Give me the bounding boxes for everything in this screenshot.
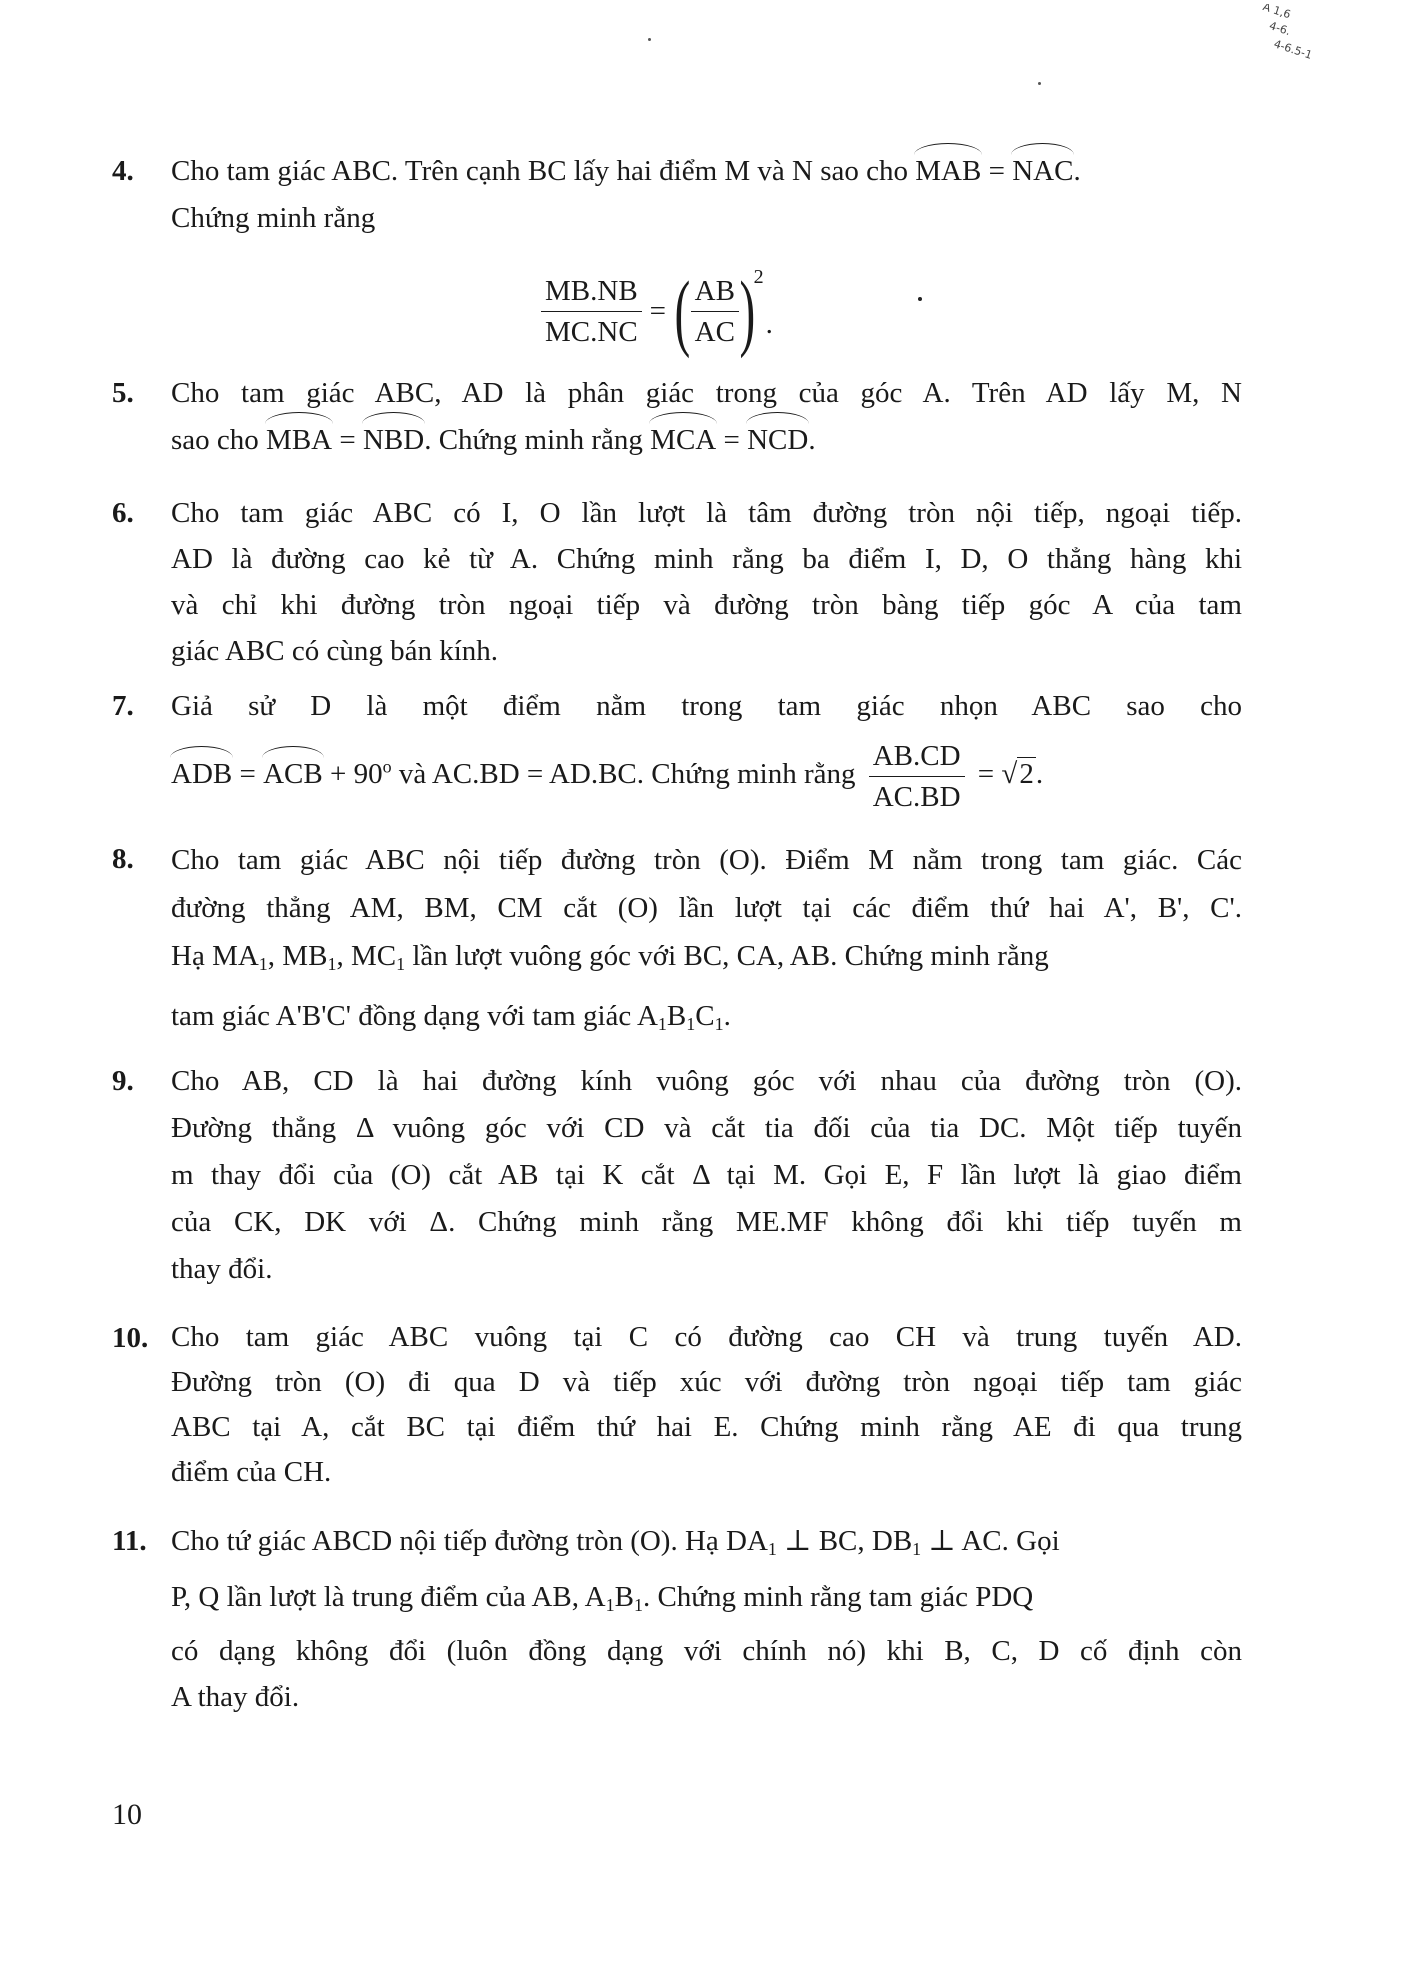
problem-number: 5. bbox=[112, 377, 134, 409]
stamp-line: A 1,6 bbox=[1261, 4, 1293, 22]
stamp-line: 4-6. bbox=[1267, 19, 1293, 39]
problem-text-line: Hạ $MA_1$, $MB_1$, $MC_1$ lần lượt vuông góc với BC, CA, AB. Chứng minh rằng bbox=[171, 940, 1049, 974]
ratio-formula: $\frac{MB.NB}{MC.NC}$ = ( $\frac{AB}{AC}$ ) 2 . bbox=[535, 268, 773, 354]
problem-text-line: ABC tại A, cắt BC tại điểm thứ hai E. Chứng minh rằng AE đi qua trung bbox=[171, 1411, 1242, 1443]
problem-text-line: đường thẳng AM, BM, CM cắt (O) lần lượt tại các điểm thứ hai A', B', C'. bbox=[171, 892, 1242, 924]
problem-text-line: m thay đổi của (O) cắt AB tại K cắt Δ tại M. Gọi E, F lần lượt là giao điểm bbox=[171, 1159, 1242, 1191]
square-root: √2 bbox=[1001, 758, 1034, 791]
problem-11 bbox=[112, 1518, 1242, 1720]
problem-text-line: Đường thẳng Δ vuông góc với CD và cắt tia đối của tia DC. Một tiếp tuyến bbox=[171, 1112, 1242, 1144]
problem-text-line: Cho AB, CD là hai đường kính vuông góc với nhau của đường tròn (O). bbox=[171, 1065, 1242, 1097]
problem-text-line: thay đổi. bbox=[171, 1253, 273, 1285]
problem-5 bbox=[112, 370, 1242, 464]
scan-speck bbox=[648, 38, 651, 41]
problem-text-line: AD là đường cao kẻ từ A. Chứng minh rằng ba điểm I, D, O thẳng hàng khi bbox=[171, 543, 1242, 575]
problem-text-line: giác ABC có cùng bán kính. bbox=[171, 635, 499, 667]
angle-arc: MBA bbox=[266, 417, 332, 464]
problem-text-line: Cho tam giác ABC có I, O lần lượt là tâm đường tròn nội tiếp, ngoại tiếp. bbox=[171, 497, 1242, 529]
problem-text-line: Chứng minh rằng bbox=[171, 202, 376, 234]
stamp-line: 4-6.5-1 bbox=[1272, 37, 1314, 62]
problem-text-line: Cho tam giác ABC vuông tại C có đường cao CH và trung tuyến AD. bbox=[171, 1321, 1242, 1353]
angle-arc: NCD bbox=[747, 417, 808, 464]
angle-arc: ACB bbox=[263, 751, 323, 798]
angle-arc: MCA bbox=[650, 417, 716, 464]
problem-text-line: Cho tam giác ABC, AD là phân giác trong của góc A. Trên AD lấy M, N bbox=[171, 377, 1242, 409]
problem-text-line: sao cho MBA = NBD. Chứng minh rằng MCA = NCD. bbox=[171, 417, 1242, 464]
fraction: $\frac{AB}{AC}$ bbox=[691, 271, 739, 352]
problem-6 bbox=[112, 490, 1242, 674]
page-number: 10 bbox=[112, 1798, 142, 1831]
angle-arc: NAC bbox=[1012, 148, 1073, 195]
problem-text-line: Cho tam giác ABC nội tiếp đường tròn (O). Điểm M nằm trong tam giác. Các bbox=[171, 844, 1242, 876]
problem-text-line: Cho tam giác ABC. Trên cạnh BC lấy hai điểm M và N sao cho MAB = NAC. bbox=[171, 148, 1242, 195]
problem-text-line: điểm của CH. bbox=[171, 1456, 332, 1488]
problem-text-line: ADB = ACB + $90^o$ và AC.BD = AD.BC. Chứng minh rằng $\frac{AB.CD}{AC.BD}$ = √2. bbox=[171, 736, 1242, 817]
problem-text-line: Đường tròn (O) đi qua D và tiếp xúc với đường tròn ngoại tiếp tam giác bbox=[171, 1366, 1242, 1398]
problem-text-line: có dạng không đổi (luôn đồng dạng với chính nó) khi B, C, D cố định còn bbox=[171, 1635, 1242, 1667]
fraction: $\frac{AB.CD}{AC.BD}$ bbox=[869, 736, 965, 817]
corner-stamp bbox=[1248, 4, 1348, 66]
problem-number: 11. bbox=[112, 1525, 147, 1557]
problem-9 bbox=[112, 1058, 1242, 1293]
problem-number: 7. bbox=[112, 690, 134, 722]
problem-text-line: Giả sử D là một điểm nằm trong tam giác nhọn ABC sao cho bbox=[171, 690, 1242, 722]
problem-number: 9. bbox=[112, 1065, 134, 1097]
problem-text-line: tam giác A'B'C' đồng dạng với tam giác $A_1B_1C_1$. bbox=[171, 1000, 731, 1034]
problem-7 bbox=[112, 683, 1242, 817]
problem-text-line: và chỉ khi đường tròn ngoại tiếp và đường tròn bàng tiếp góc A của tam bbox=[171, 589, 1242, 621]
problem-10 bbox=[112, 1315, 1242, 1495]
problem-number: 6. bbox=[112, 497, 134, 529]
problem-text-line: A thay đổi. bbox=[171, 1681, 300, 1713]
angle-arc: NBD bbox=[363, 417, 424, 464]
problem-4 bbox=[112, 148, 1242, 242]
problem-8 bbox=[112, 836, 1242, 1048]
problem-number: 10. bbox=[112, 1322, 149, 1354]
problem-number: 4. bbox=[112, 155, 134, 187]
scan-speck bbox=[918, 297, 922, 301]
fraction: $\frac{MB.NB}{MC.NC}$ bbox=[541, 271, 642, 352]
problem-text-line: Cho tứ giác ABCD nội tiếp đường tròn (O). Hạ $DA_1$ ⊥ BC, $DB_1$ ⊥ AC. Gọi bbox=[171, 1525, 1060, 1559]
angle-arc: MAB bbox=[915, 148, 981, 195]
problem-text-line: P, Q lần lượt là trung điểm của AB, $A_1B_1$. Chứng minh rằng tam giác PDQ bbox=[171, 1581, 1034, 1615]
problem-number: 8. bbox=[112, 843, 134, 875]
problem-text-line: của CK, DK với Δ. Chứng minh rằng ME.MF không đổi khi tiếp tuyến m bbox=[171, 1206, 1242, 1238]
angle-arc: ADB bbox=[171, 751, 232, 798]
scan-speck bbox=[1038, 82, 1041, 85]
